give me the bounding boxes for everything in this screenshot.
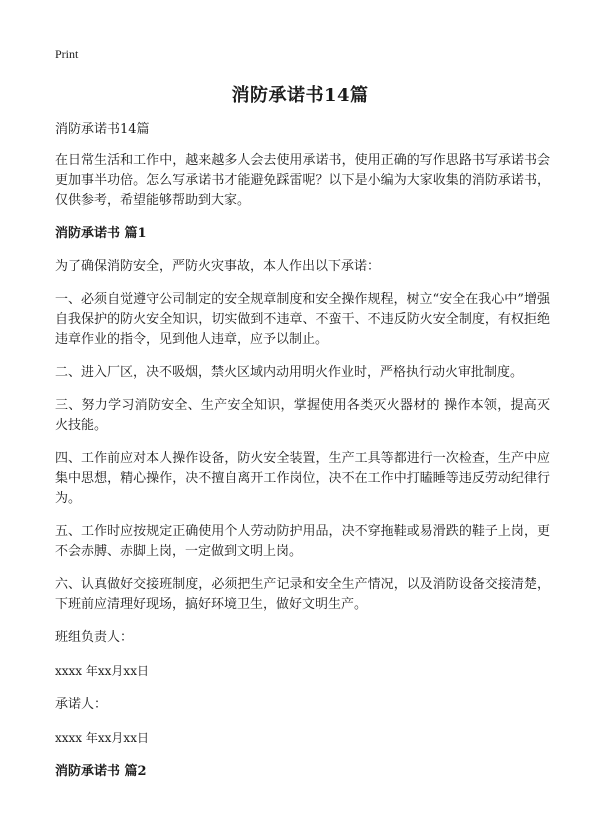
team-leader-label: 班组负责人： — [55, 630, 134, 645]
commitment-item-5: 五、工作时应按规定正确使用个人劳动防护用品，决不穿拖鞋或易滑跌的鞋子上岗，更不会赤膊、赤脚上岗，一定做到文明上岗。 — [55, 524, 550, 559]
promiser-label: 承诺人： — [55, 697, 108, 712]
commitment-item-2: 二、进入厂区，决不吸烟，禁火区域内动用明火作业时，严格执行动火审批制度。 — [55, 365, 524, 380]
date-line-1: xxxx 年xx月xx日 — [55, 664, 149, 678]
intro-paragraph: 在日常生活和工作中，越来越多人会去使用承诺书，使用正确的写作思路书写承诺书会更加事半功倍。怎么写承诺书才能避免踩雷呢？以下是小编为大家收集的消防承诺书，仅供参考，希望能够帮助到大家。 — [55, 153, 550, 208]
commitment-item-6: 六、认真做好交接班制度，必须把生产记录和安全生产情况，以及消防设备交接清楚，下班前应清理好现场，搞好环境卫生，做好文明生产。 — [55, 577, 550, 612]
print-label: Print — [55, 47, 79, 61]
section-heading-2: 消防承诺书 篇2 — [55, 764, 147, 779]
commitment-item-3: 三、努力学习消防安全、生产安全知识，掌握使用各类灭火器材的 操作本领，提高灭火技能。 — [55, 398, 550, 433]
document-subtitle: 消防承诺书14篇 — [55, 122, 150, 137]
date-line-2: xxxx 年xx月xx日 — [55, 731, 149, 745]
commitment-item-1: 一、必须自觉遵守公司制定的安全规章制度和安全操作规程，树立“安全在我心中”增强自我保护的防火安全知识，切实做到不违章、不蛮干、不违反防火安全制度，有权拒绝违章作业的指令，见到他人违章，应予以制止。 — [55, 292, 550, 347]
document-body — [55, 120, 550, 795]
section1-lead: 为了确保消防安全，严防火灾事故，本人作出以下承诺： — [55, 259, 381, 274]
commitment-item-4: 四、工作前应对本人操作设备，防火安全装置，生产工具等都进行一次检查，生产中应集中思想，精心操作，决不擅自离开工作岗位，决不在工作中打瞌睡等违反劳动纪律行为。 — [55, 451, 550, 506]
document-title: 消防承诺书14篇 — [231, 85, 369, 106]
section-heading-1: 消防承诺书 篇1 — [55, 226, 147, 241]
